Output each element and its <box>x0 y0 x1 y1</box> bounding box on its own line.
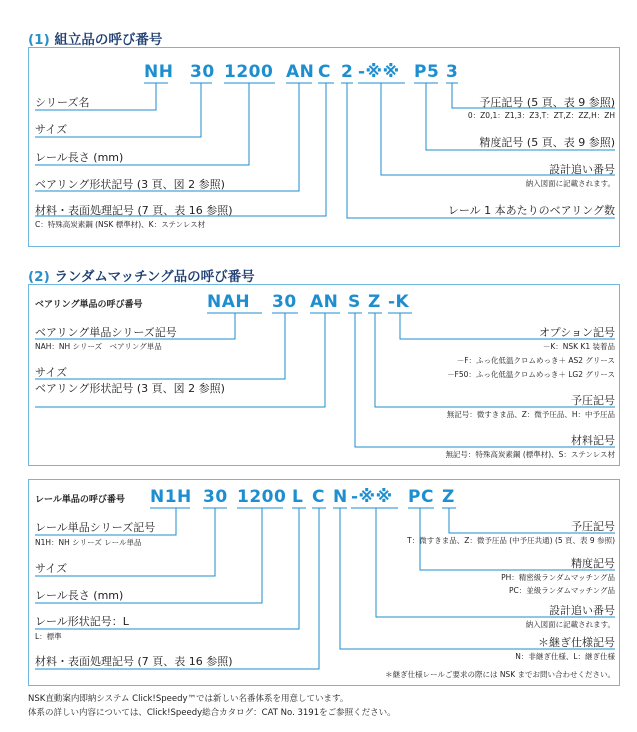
bearing-material-sub: 無記号：特殊高炭素鋼 (標準材)、S：ステンレス材 <box>445 450 615 459</box>
code-nh: NH <box>144 62 174 82</box>
rail-series: レール単品シリーズ記号 <box>35 521 156 534</box>
bearing-shape: ベアリング形状記号 (3 頁、図 2 参照) <box>35 382 225 395</box>
rcode-size: 30 <box>203 487 228 507</box>
bearing-series: ベアリング単品シリーズ記号 <box>35 326 177 339</box>
bcode-an: AN <box>310 292 339 312</box>
r-line-joint <box>340 508 615 649</box>
code-an: AN <box>286 62 315 82</box>
section2-heading: (2) ランダムマッチング品の呼び番号 <box>28 269 255 285</box>
r-line-length <box>35 508 262 603</box>
rail-series-sub: N1H：NH シリーズ レール単品 <box>35 538 142 547</box>
footer-line-2: 体系の詳しい内容については、Click!Speedy総合カタログ：CAT No. 3191をご参照ください。 <box>28 708 396 718</box>
bearing-option-1: －K：NSK K1 装着品 <box>542 342 615 351</box>
footer-line-1: NSK直動案内即納システム Click!Speedy™では新しい名番体系を用意しています。 <box>28 694 349 704</box>
rail-design-sub: 納入図面に記載されます。 <box>525 620 615 629</box>
r-line-shape <box>35 508 299 629</box>
rail-size: サイズ <box>35 562 68 575</box>
rail-design-number: 設計追い番号 <box>549 604 615 617</box>
rail-accuracy-1: PH：精密級ランダムマッチング品 <box>501 573 615 582</box>
rcode-c: C <box>312 487 325 507</box>
label-preload: 予圧記号 (5 頁、表 9 参照) <box>479 96 615 109</box>
rail-shape: レール形状記号：L <box>35 615 129 628</box>
s1-line-series <box>35 83 156 110</box>
code-c: C <box>318 62 331 82</box>
rail-material: 材料・表面処理記号 (7 頁、表 16 参照) <box>35 655 233 668</box>
rail-joint-note: ＊継ぎ仕様レールご要求の際には NSK までお問い合わせください。 <box>385 670 615 679</box>
rcode-n1h: N1H <box>150 487 192 507</box>
bearing-option-2: －F：ふっ化低温クロムめっき＋ AS2 グリース <box>456 356 615 365</box>
code-3: 3 <box>446 62 459 82</box>
r-line-preload <box>449 508 615 533</box>
bcode-s: S <box>348 292 361 312</box>
label-rail-length: レール長さ (mm) <box>35 151 124 164</box>
bearing-option-3: －F50：ふっ化低温クロムめっき＋ LG2 グリース <box>447 370 615 379</box>
b-line-size <box>35 313 285 379</box>
label-material: 材料・表面処理記号 (7 頁、表 16 参照) <box>35 204 233 217</box>
s1-line-length <box>35 83 249 165</box>
rail-accuracy: 精度記号 <box>571 557 615 570</box>
r-line-series <box>35 508 176 535</box>
rcode-n: N <box>333 487 348 507</box>
label-material-sub: C：特殊高炭素鋼 (NSK 標準材)、K：ステンレス材 <box>35 220 206 229</box>
rcode-length: 1200 <box>237 487 287 507</box>
s1-line-preload <box>452 83 615 108</box>
rail-joint-sub: N：非継ぎ仕様、L：継ぎ仕様 <box>515 652 615 661</box>
r-line-design <box>376 508 615 617</box>
r-line-material <box>35 508 319 669</box>
bearing-material: 材料記号 <box>571 434 615 447</box>
rcode-z: Z <box>442 487 455 507</box>
rail-accuracy-2: PC：並級ランダムマッチング品 <box>509 586 615 595</box>
bearing-preload: 予圧記号 <box>571 394 615 407</box>
code-star: -※※ <box>358 62 400 82</box>
rail-joint: ＊継ぎ仕様記号 <box>538 636 615 649</box>
label-preload-sub: 0：Z0,1：Z1,3：Z3,T：ZT,Z：ZZ,H：ZH <box>467 111 615 120</box>
label-series: シリーズ名 <box>35 96 90 109</box>
rail-length: レール長さ (mm) <box>35 589 124 602</box>
label-bearing-shape: ベアリング形状記号 (3 頁、図 2 参照) <box>35 178 225 191</box>
label-size: サイズ <box>35 123 68 136</box>
rcode-l: L <box>292 487 304 507</box>
bearing-option: オプション記号 <box>538 326 615 339</box>
rail-preload: 予圧記号 <box>571 520 615 533</box>
code-size: 30 <box>190 62 215 82</box>
s1-line-design <box>381 83 615 175</box>
r-line-size <box>35 508 215 576</box>
bcode-nah: NAH <box>207 292 251 312</box>
label-design-number: 設計追い番号 <box>549 163 615 176</box>
bearing-preload-sub: 無記号：微すきま品、Z：微予圧品、H：中予圧品 <box>446 410 615 419</box>
rail-box-title: レール単品の呼び番号 <box>35 495 125 505</box>
b-line-option <box>400 313 615 339</box>
rcode-star: -※※ <box>351 487 393 507</box>
b-line-series <box>35 313 235 339</box>
bearing-size: サイズ <box>35 366 68 379</box>
rail-shape-sub: L：標準 <box>35 632 62 641</box>
bearing-series-sub: NAH：NH シリーズ ベアリング単品 <box>35 342 162 351</box>
label-bearings-per-rail: レール 1 本あたりのベアリング数 <box>447 204 615 217</box>
bcode-k: -K <box>388 292 410 312</box>
bcode-size: 30 <box>272 292 297 312</box>
bcode-z: Z <box>368 292 381 312</box>
b-line-material <box>355 313 615 447</box>
b-line-shape <box>35 313 325 407</box>
rcode-pc: PC <box>408 487 434 507</box>
code-length: 1200 <box>224 62 274 82</box>
label-accuracy: 精度記号 (5 頁、表 9 参照) <box>479 136 615 149</box>
rail-preload-sub: T：微すきま品、Z：微予圧品 (中予圧共通) (5 頁、表 9 参照) <box>407 536 615 545</box>
section1-heading: (1) 組立品の呼び番号 <box>28 32 163 48</box>
b-line-preload <box>375 313 615 407</box>
bearing-box-title: ベアリング単品の呼び番号 <box>35 300 143 310</box>
s1-line-accuracy <box>426 83 615 150</box>
code-p5: P5 <box>414 62 440 82</box>
code-2: 2 <box>341 62 354 82</box>
label-design-sub: 納入図面に記載されます。 <box>525 179 615 188</box>
s1-line-material <box>35 83 326 216</box>
